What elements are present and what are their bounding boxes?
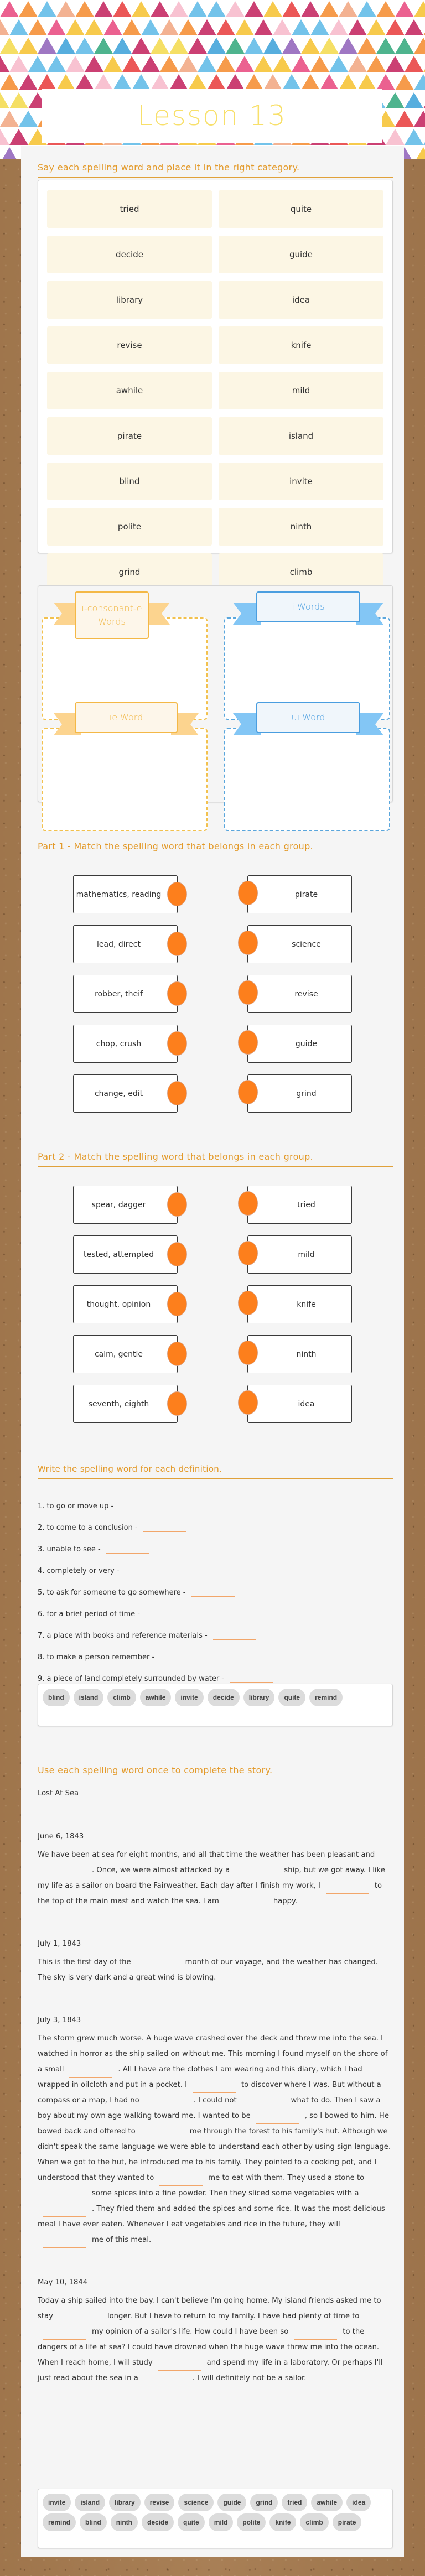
- match-connector-right[interactable]: [238, 1080, 258, 1104]
- category-drop-ie-word[interactable]: [42, 728, 208, 831]
- definition-text: 1. to go or move up -: [38, 1502, 114, 1510]
- word-bank-chip[interactable]: climb: [300, 2513, 328, 2531]
- category-label-ui-word: ui Word: [256, 702, 360, 733]
- definition-item: [38, 1672, 273, 1683]
- story-text-segment: , so I bowed to him. He bowed back and offered to: [38, 2112, 389, 2136]
- story-text-segment: to the top of the main mast and watch the sea. I am: [38, 1882, 382, 1905]
- match-right-text: science: [292, 939, 321, 949]
- word-tile[interactable]: blind: [47, 463, 212, 500]
- match-left-text: spear, dagger: [91, 1200, 146, 1209]
- story-blank-input[interactable]: [137, 1960, 180, 1970]
- word-bank-chip[interactable]: knife: [269, 2513, 296, 2531]
- match-left-item[interactable]: [73, 1285, 178, 1323]
- match-right-text: ninth: [296, 1349, 317, 1359]
- story-text-segment: happy.: [273, 1897, 298, 1905]
- word-tile[interactable]: ninth: [219, 508, 383, 546]
- story-blank-input[interactable]: [43, 2330, 86, 2340]
- match-connector-right[interactable]: [238, 1241, 258, 1265]
- story-blank-input[interactable]: [326, 1884, 369, 1894]
- definitions-word-bank: [38, 1684, 393, 1726]
- match-left-text: mathematics, reading: [76, 890, 162, 899]
- story-title: Lost At Sea: [38, 1789, 79, 1798]
- story-text-segment: . Once, we were almost attacked by a: [92, 1866, 230, 1874]
- definition-answer-input[interactable]: [106, 1543, 149, 1554]
- word-tile[interactable]: guide: [219, 236, 383, 273]
- word-tile[interactable]: library: [47, 281, 212, 319]
- story-text-segment: to discover where I was. But without a compass or a map, I had no: [38, 2081, 381, 2105]
- match-right-item[interactable]: [247, 1285, 352, 1323]
- definition-item: [38, 1586, 235, 1597]
- match-left-item[interactable]: [73, 1335, 178, 1373]
- story-blank-input[interactable]: [159, 2176, 203, 2186]
- word-bank-chip[interactable]: decide: [208, 1689, 240, 1706]
- story-text-segment: ship, but we got away. I like my life as a sailor on board the Fairweather. Each day after I finish my work, I: [38, 1866, 385, 1890]
- match-left-text: calm, gentle: [94, 1349, 143, 1359]
- story-text-segment: . All I have are the clothes I am wearing and this diary, which I had wrapped in oilcloth and put in a pocket. I: [38, 2065, 362, 2089]
- match-right-text: grind: [296, 1089, 317, 1098]
- story-blank-input[interactable]: [69, 2068, 112, 2078]
- story-entry-paragraph: [38, 2293, 392, 2386]
- story-text-segment: longer. But I have to return to my family. I have had plenty of time to: [107, 2312, 360, 2320]
- worksheet-content: [21, 146, 404, 2557]
- word-tile[interactable]: climb: [219, 553, 383, 591]
- story-blank-input[interactable]: [158, 2361, 201, 2371]
- word-bank-chip[interactable]: remind: [43, 2513, 76, 2531]
- definition-text: 7. a place with books and reference materials -: [38, 1632, 208, 1640]
- story-blank-input[interactable]: [43, 2191, 86, 2201]
- match-connector-right[interactable]: [238, 1390, 258, 1415]
- word-tile[interactable]: pirate: [47, 417, 212, 455]
- story-text-segment: me to eat with them. They used a stone to: [208, 2174, 365, 2182]
- match-right-text: idea: [298, 1399, 315, 1409]
- match-connector-right[interactable]: [238, 1291, 258, 1315]
- word-bank-chip[interactable]: blind: [43, 1689, 70, 1706]
- word-bank-chip[interactable]: island: [74, 1689, 104, 1706]
- word-bank-chip[interactable]: library: [109, 2494, 141, 2511]
- match-connector-left[interactable]: [167, 1292, 187, 1316]
- story-blank-input[interactable]: [59, 2314, 102, 2324]
- page-title: Lesson 13: [137, 100, 287, 132]
- match-connector-left[interactable]: [167, 1242, 187, 1266]
- story-blank-input[interactable]: [145, 2099, 188, 2108]
- word-tile[interactable]: quite: [219, 190, 383, 228]
- match-left-item[interactable]: [73, 1235, 178, 1274]
- word-bank-chip[interactable]: awhile: [140, 1689, 172, 1706]
- match-right-item[interactable]: [247, 925, 352, 963]
- word-bank-chip[interactable]: decide: [142, 2513, 174, 2531]
- story-blank-input[interactable]: [141, 2130, 184, 2139]
- word-bank-chip[interactable]: remind: [309, 1689, 343, 1706]
- word-bank-chip[interactable]: island: [75, 2494, 105, 2511]
- match-left-text: robber, theif: [95, 989, 143, 999]
- word-bank-chip[interactable]: quite: [278, 1689, 305, 1706]
- word-tile-grid: [47, 190, 383, 636]
- category-label-ie-word: ie Word: [75, 702, 178, 733]
- word-bank-chip[interactable]: science: [178, 2494, 214, 2511]
- match-right-item[interactable]: [247, 975, 352, 1013]
- story-text-segment: Today a ship sailed into the bay. I can't believe I'm going home. My island friends asked me to stay: [38, 2297, 381, 2320]
- story-text-segment: me through the forest to his family's hut. Although we didn't speak the same language we were able to understand each other by using sign language. When we got to the hut, he introduced me to his family. They pointed to a cooking pot, and I understood that they wanted to: [38, 2127, 391, 2182]
- word-tile[interactable]: invite: [219, 463, 383, 500]
- match-left-item[interactable]: [73, 975, 178, 1013]
- story-entry-paragraph: [38, 1955, 392, 1986]
- story-instruction: Use each spelling word once to complete the story.: [38, 1765, 393, 1780]
- match-right-item[interactable]: [247, 1025, 352, 1063]
- definition-text: 8. to make a person remember -: [38, 1653, 155, 1661]
- match-right-text: tried: [297, 1200, 315, 1209]
- match-left-item[interactable]: [73, 925, 178, 963]
- story-word-bank-chips: [43, 2494, 388, 2531]
- header-banner: [0, 0, 425, 159]
- definition-answer-input[interactable]: [160, 1650, 203, 1661]
- story-entry-date: June 6, 1843: [38, 1832, 84, 1841]
- match-right-text: mild: [298, 1250, 315, 1259]
- story-text-segment: what to do. Then I saw a boy about my own age walking toward me. I wanted to be: [38, 2096, 381, 2120]
- story-blank-input[interactable]: [43, 2238, 86, 2248]
- match-connector-left[interactable]: [167, 1081, 187, 1105]
- word-list-card: [38, 180, 393, 577]
- story-blank-input[interactable]: [193, 2083, 236, 2093]
- story-text-segment: some spices into a fine powder. Then they sliced some vegetables with a: [92, 2189, 359, 2198]
- word-tile[interactable]: idea: [219, 281, 383, 319]
- story-word-bank: [38, 2489, 393, 2548]
- word-bank-chip[interactable]: invite: [43, 2494, 71, 2511]
- word-bank-chip[interactable]: ninth: [111, 2513, 138, 2531]
- word-bank-chip[interactable]: mild: [209, 2513, 234, 2531]
- category-drop-ui-word[interactable]: [224, 728, 390, 831]
- ribbon-i-words: [233, 591, 383, 622]
- definitions-instruction: Write the spelling word for each definition.: [38, 1464, 393, 1479]
- word-tile[interactable]: awhile: [47, 372, 212, 409]
- story-blank-input[interactable]: [144, 2376, 187, 2386]
- definition-answer-input[interactable]: [230, 1672, 273, 1683]
- word-bank-chip[interactable]: pirate: [333, 2513, 362, 2531]
- definition-answer-input[interactable]: [213, 1629, 256, 1640]
- definition-text: 3. unable to see -: [38, 1545, 101, 1554]
- story-body: [38, 1788, 392, 2415]
- story-text-segment: and spend my life in a laboratory. Or perhaps I'll just read about the sea in a: [38, 2359, 383, 2382]
- word-tile[interactable]: grind: [47, 553, 212, 591]
- match-connector-right[interactable]: [238, 881, 258, 905]
- word-tile[interactable]: decide: [47, 236, 212, 273]
- story-text-segment: me of this meal.: [92, 2236, 152, 2244]
- match-part1-instruction: Part 1 - Match the spelling word that belongs in each group.: [38, 841, 393, 856]
- word-tile[interactable]: polite: [47, 508, 212, 546]
- ribbon-ie-word: [54, 702, 199, 733]
- match-right-item[interactable]: [247, 1074, 352, 1113]
- match-left-text: tested, attempted: [84, 1250, 154, 1259]
- definition-item: [38, 1543, 149, 1554]
- word-bank-chip[interactable]: tried: [282, 2494, 307, 2511]
- story-blank-input[interactable]: [294, 2330, 337, 2340]
- definition-item: [38, 1564, 168, 1575]
- match-connector-left[interactable]: [167, 1192, 187, 1217]
- match-connector-left[interactable]: [167, 1031, 187, 1056]
- definition-answer-input[interactable]: [119, 1499, 162, 1510]
- definition-text: 9. a piece of land completely surrounded by water -: [38, 1675, 224, 1683]
- word-bank-chip[interactable]: grind: [250, 2494, 278, 2511]
- match-right-item[interactable]: [247, 1186, 352, 1224]
- story-text-segment: . I could not: [193, 2096, 237, 2105]
- match-right-item[interactable]: [247, 1385, 352, 1423]
- ribbon-ui-word: [233, 702, 383, 733]
- story-text-segment: . They fried them and added the spices and some rice. It was the most delicious meal I have ever eaten. Whenever I eat vegetables and rice in the future, they will: [38, 2205, 385, 2229]
- match-connector-left[interactable]: [167, 1391, 187, 1416]
- category-label-line1: i-consonant-e: [81, 603, 142, 614]
- match-left-item[interactable]: [73, 1385, 178, 1423]
- story-entry-date: July 1, 1843: [38, 1940, 81, 1948]
- story-entry-paragraph: [38, 2031, 392, 2248]
- story-entry-date: May 10, 1844: [38, 2278, 88, 2287]
- definition-item: [38, 1499, 162, 1510]
- story-blank-input[interactable]: [256, 2114, 299, 2124]
- match-left-item[interactable]: [73, 1025, 178, 1063]
- category-card: [38, 585, 393, 802]
- definition-item: [38, 1650, 203, 1661]
- word-bank-chip[interactable]: awhile: [311, 2494, 343, 2511]
- word-tile[interactable]: revise: [47, 326, 212, 364]
- match-right-item[interactable]: [247, 875, 352, 913]
- match-connector-right[interactable]: [238, 1191, 258, 1216]
- story-text-segment: to the dangers of a life at sea? I could have drowned when the huge wave threw me into the ocean. When I reach home, I will study: [38, 2328, 380, 2367]
- story-text-segment: my opinion of a sailor's life. How could I have been so: [92, 2328, 289, 2336]
- word-bank-chips: [43, 1689, 388, 1706]
- definition-item: [38, 1521, 186, 1532]
- title-box: [42, 89, 382, 143]
- match-connector-right[interactable]: [238, 931, 258, 955]
- definition-answer-input[interactable]: [125, 1564, 168, 1575]
- word-bank-chip[interactable]: blind: [80, 2513, 107, 2531]
- category-label-line2: Words: [98, 616, 126, 627]
- match-left-item[interactable]: [73, 875, 178, 913]
- word-bank-chip[interactable]: guide: [217, 2494, 246, 2511]
- match-right-text: guide: [295, 1039, 318, 1048]
- word-bank-chip[interactable]: idea: [346, 2494, 371, 2511]
- definition-answer-input[interactable]: [143, 1521, 186, 1532]
- match-connector-left[interactable]: [167, 1342, 187, 1366]
- match-right-text: revise: [294, 989, 318, 999]
- story-blank-input[interactable]: [225, 1899, 268, 1909]
- word-tile[interactable]: tried: [47, 190, 212, 228]
- word-bank-chip[interactable]: quite: [178, 2513, 205, 2531]
- word-bank-chip[interactable]: climb: [107, 1689, 136, 1706]
- story-blank-input[interactable]: [43, 2207, 86, 2217]
- match-right-item[interactable]: [247, 1335, 352, 1373]
- match-connector-left[interactable]: [167, 981, 187, 1006]
- category-label-i-consonant-e: [75, 591, 149, 639]
- match-right-text: pirate: [294, 890, 318, 899]
- story-blank-input[interactable]: [242, 2099, 286, 2108]
- match-left-text: change, edit: [94, 1089, 143, 1098]
- story-blank-input[interactable]: [43, 1868, 86, 1878]
- definition-answer-input[interactable]: [146, 1607, 189, 1618]
- story-text-segment: . I will definitely not be a sailor.: [192, 2374, 307, 2382]
- word-bank-chip[interactable]: library: [243, 1689, 275, 1706]
- definition-text: 4. completely or very -: [38, 1567, 120, 1575]
- sort-instruction: Say each spelling word and place it in the right category.: [38, 162, 393, 178]
- definition-text: 6. for a brief period of time -: [38, 1610, 140, 1618]
- match-left-text: lead, direct: [97, 939, 141, 949]
- definition-answer-input[interactable]: [191, 1586, 235, 1597]
- match-connector-left[interactable]: [167, 882, 187, 906]
- word-bank-chip[interactable]: revise: [144, 2494, 175, 2511]
- category-label-i-words: i Words: [256, 591, 360, 622]
- story-entry-date: July 3, 1843: [38, 2016, 81, 2024]
- ribbon-i-consonant-e: [54, 591, 170, 639]
- match-left-item[interactable]: [73, 1186, 178, 1224]
- definition-item: [38, 1607, 189, 1618]
- match-left-text: thought, opinion: [86, 1300, 151, 1309]
- story-text-segment: month of our voyage, and the weather has changed. The sky is very dark and a great wind is blowing.: [38, 1958, 378, 1982]
- story-text-segment: This is the first day of the: [38, 1958, 131, 1966]
- match-connector-right[interactable]: [238, 980, 258, 1005]
- match-connector-right[interactable]: [238, 1341, 258, 1365]
- story-blank-input[interactable]: [235, 1868, 278, 1878]
- definition-text: 2. to come to a conclusion -: [38, 1524, 138, 1532]
- story-entry-paragraph: [38, 1847, 392, 1909]
- match-connector-left[interactable]: [167, 932, 187, 956]
- word-tile[interactable]: mild: [219, 372, 383, 409]
- story-text-segment: We have been at sea for eight months, and all that time the weather has been pleasant and: [38, 1851, 375, 1859]
- word-tile[interactable]: island: [219, 417, 383, 455]
- match-left-text: seventh, eighth: [88, 1399, 149, 1409]
- match-right-text: knife: [297, 1300, 316, 1309]
- story-text-segment: The storm grew much worse. A huge wave crashed over the deck and threw me into the sea. I watched in horror as the ship sailed on without me. This morning I found myself on the shore of a small: [38, 2034, 388, 2074]
- match-connector-right[interactable]: [238, 1030, 258, 1055]
- definition-text: 5. to ask for someone to go somewhere -: [38, 1588, 186, 1597]
- word-bank-chip[interactable]: invite: [175, 1689, 203, 1706]
- match-part2-instruction: Part 2 - Match the spelling word that belongs in each group.: [38, 1151, 393, 1167]
- word-tile[interactable]: knife: [219, 326, 383, 364]
- match-left-text: chop, crush: [96, 1039, 142, 1048]
- match-left-item[interactable]: [73, 1074, 178, 1113]
- definition-item: [38, 1629, 256, 1640]
- match-right-item[interactable]: [247, 1235, 352, 1274]
- word-bank-chip[interactable]: polite: [237, 2513, 266, 2531]
